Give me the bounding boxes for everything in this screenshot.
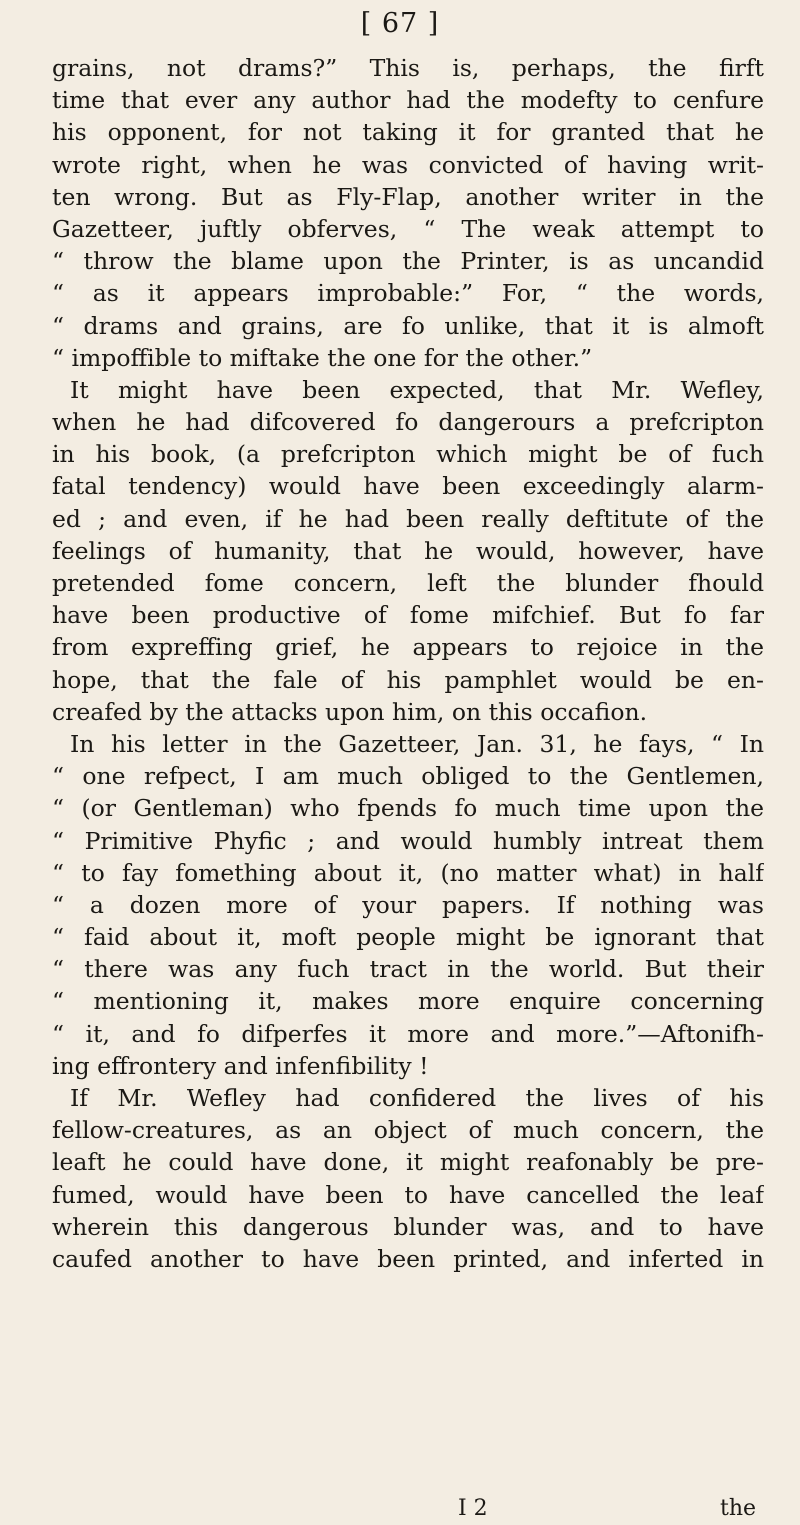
text-line: caufed another to have been printed, and inferted in: [52, 1244, 764, 1273]
text-line: It might have been expected, that Mr. Wefley,: [70, 375, 764, 404]
signature-mark: I 2: [458, 1496, 488, 1521]
text-line: “ it, and fo difperfes it more and more.”—Aftonifh-: [52, 1019, 764, 1048]
text-line: ten wrong. But as Fly-Flap, another writer in the: [52, 182, 764, 211]
text-line: wherein this dangerous blunder was, and to have: [52, 1212, 764, 1241]
text-line: “ mentioning it, makes more enquire concerning: [52, 987, 764, 1016]
text-line: hope, that the fale of his pamphlet would be en-: [52, 665, 764, 694]
text-line: “ a dozen more of your papers. If nothing was: [52, 890, 764, 919]
text-line: “ as it appears improbable:” For, “ the words,: [52, 279, 764, 308]
text-line: wrote right, when he was convicted of having writ-: [52, 150, 764, 179]
text-line: fumed, would have been to have cancelled the leaf: [52, 1180, 764, 1209]
text-line: “ (or Gentleman) who fpends fo much time upon the: [52, 794, 764, 823]
text-line: If Mr. Wefley had confidered the lives of his: [70, 1084, 764, 1112]
text-line: creafed by the attacks upon him, on this occafion.: [52, 697, 648, 726]
catchword: the: [720, 1496, 757, 1521]
text-line: feelings of humanity, that he would, however, have: [52, 536, 764, 565]
text-line: “ impoffible to miftake the one for the other.”: [52, 343, 593, 372]
text-line: grains, not drams?” This is, perhaps, the firft: [52, 54, 764, 82]
text-line: “ faid about it, moft people might be ignorant that: [52, 923, 764, 952]
text-line: have been productive of fome mifchief. But fo far: [52, 601, 764, 630]
body-text: [52, 52, 764, 1275]
text-line: when he had difcovered fo dangerours a prefcripton: [52, 408, 764, 437]
page-footer: [0, 1493, 800, 1525]
text-line: “ throw the blame upon the Printer, is as uncandid: [52, 247, 764, 276]
text-line: “ Primitive Phyfic ; and would humbly intreat them: [52, 826, 764, 855]
text-line: time that ever any author had the modefty to cenfure: [52, 86, 764, 115]
text-line: fatal tendency) would have been exceedingly alarm-: [52, 472, 764, 501]
text-line: fellow-creatures, as an object of much concern, the: [52, 1116, 764, 1145]
text-line: pretended fome concern, left the blunder fhould: [52, 569, 764, 597]
text-line: his opponent, for not taking it for granted that he: [52, 118, 764, 147]
text-line: In his letter in the Gazetteer, Jan. 31, he fays, “ In: [70, 729, 764, 758]
text-line: from expreffing grief, he appears to rejoice in the: [52, 633, 764, 662]
text-line: Gazetteer, juftly obferves, “ The weak attempt to: [52, 214, 764, 243]
text-line: in his book, (a prefcripton which might be of fuch: [52, 440, 764, 469]
text-line: “ there was any fuch tract in the world. But their: [52, 955, 764, 984]
text-line: “ drams and grains, are fo unlike, that it is almoft: [52, 311, 764, 340]
text-line: “ one refpect, I am much obliged to the Gentlemen,: [52, 762, 764, 791]
text-line: “ to fay fomething about it, (no matter what) in half: [52, 858, 764, 887]
text-line: leaft he could have done, it might reafonably be pre-: [52, 1148, 764, 1177]
page-number: [ 67 ]: [360, 8, 440, 39]
text-line: ed ; and even, if he had been really deftitute of the: [52, 504, 764, 533]
text-line: ing effrontery and infenfibility !: [52, 1051, 429, 1080]
